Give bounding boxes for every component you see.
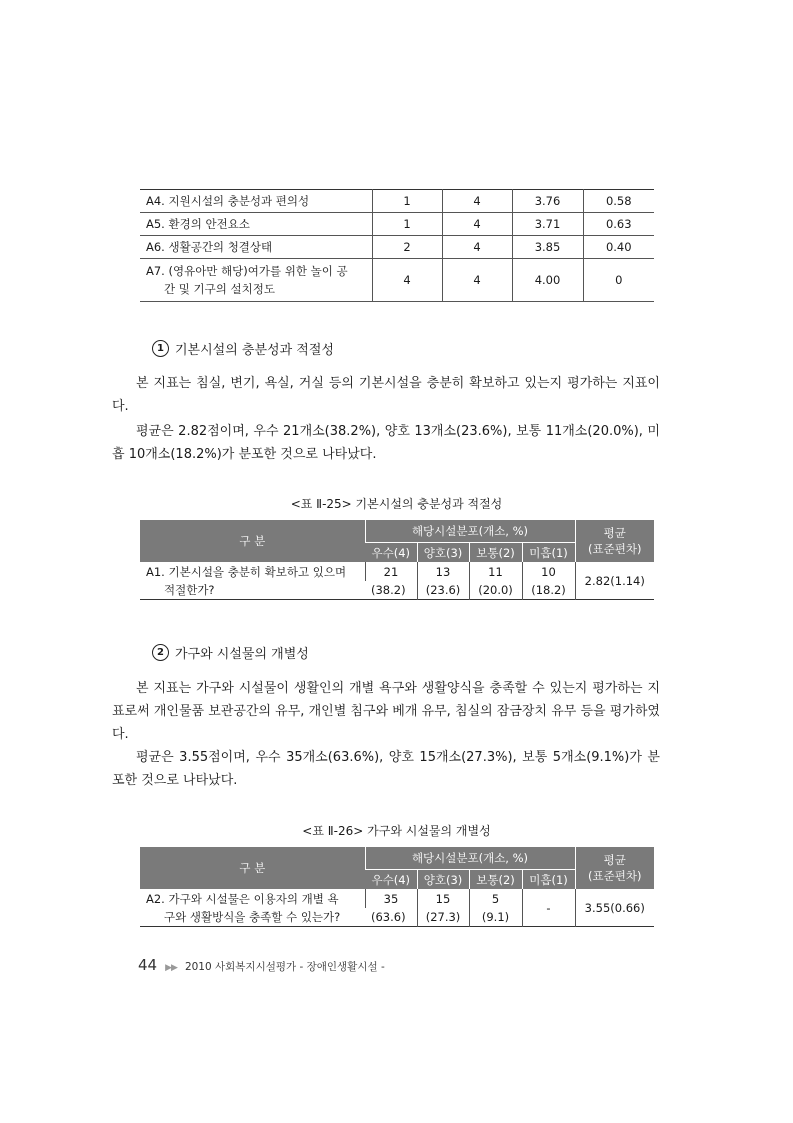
header-poor: 미흡(1): [522, 543, 575, 563]
section-title: 기본시설의 충분성과 적절성: [175, 343, 334, 358]
mean-value: 3.71: [512, 213, 583, 236]
header-average: [575, 520, 654, 562]
percent-good: (23.6): [417, 581, 469, 600]
max-value: 4: [442, 213, 512, 236]
item-label: [140, 259, 372, 302]
item-label-line1: A2. 가구와 시설물은 이용자의 개별 욕: [146, 891, 339, 906]
min-value: 4: [372, 259, 442, 302]
body-paragraph: 본 지표는 침실, 변기, 욕실, 거실 등의 기본시설을 충분히 확보하고 있는지 평가하는 지표이다.: [112, 376, 660, 414]
table-header-row: [140, 520, 654, 543]
count-poor: 10: [522, 562, 575, 581]
header-excellent: 우수(4): [365, 543, 417, 563]
max-value: 4: [442, 259, 512, 302]
count-good: 15: [417, 889, 469, 908]
count-average: 11: [469, 562, 522, 581]
header-good: 양호(3): [417, 543, 469, 563]
header-excellent: 우수(4): [365, 870, 417, 890]
sd-value: 0.63: [583, 213, 654, 236]
count-average: 5: [469, 889, 522, 908]
table-row: [140, 889, 654, 908]
header-distribution: 해당시설분포(개소, %): [365, 520, 575, 543]
footer-text: 2010 사회복지시설평가 - 장애인생활시설 -: [184, 961, 385, 973]
sd-value: 0: [583, 259, 654, 302]
min-value: 1: [372, 190, 442, 213]
header-poor: 미흡(1): [522, 870, 575, 890]
item-label: [140, 562, 365, 600]
min-value: 2: [372, 236, 442, 259]
mean-value: 3.85: [512, 236, 583, 259]
table-row: [140, 213, 654, 236]
page-footer: [138, 956, 385, 974]
count-good: 13: [417, 562, 469, 581]
header-good: 양호(3): [417, 870, 469, 890]
table-row: [140, 259, 654, 302]
sd-value: 0.40: [583, 236, 654, 259]
header-average-line2: (표준편차): [588, 542, 642, 556]
table-caption: <표 Ⅱ-25> 기본시설의 충분성과 적절성: [290, 497, 503, 511]
percent-excellent: (63.6): [371, 910, 406, 924]
body-paragraph: 평균은 3.55점이며, 우수 35개소(63.6%), 양호 15개소(27.3%), 보통 5개소(9.1%)가 분포한 것으로 나타났다.: [112, 750, 660, 788]
count-excellent: 21: [365, 562, 417, 581]
header-average: [575, 847, 654, 889]
item-label: A4. 지원시설의 충분성과 편의성: [140, 190, 372, 213]
header-distribution: 해당시설분포(개소, %): [365, 847, 575, 870]
indicator-summary-table: [140, 189, 654, 302]
average-sd: 3.55(0.66): [575, 889, 654, 927]
table-header-row: [140, 847, 654, 870]
item-label-line2: 구와 생활방식을 충족할 수 있는가?: [164, 909, 341, 924]
furniture-individuality-table: [140, 847, 654, 927]
item-label: A6. 생활공간의 청결상태: [140, 236, 372, 259]
min-value: 1: [372, 213, 442, 236]
header-average-grade: 보통(2): [469, 543, 522, 563]
item-label: A5. 환경의 안전요소: [140, 213, 372, 236]
percent-poor: (18.2): [522, 581, 575, 600]
page-number: 44: [138, 956, 158, 974]
header-gubun: 구 분: [140, 520, 365, 562]
section-heading: [152, 339, 334, 358]
body-paragraph: 본 지표는 가구와 시설물이 생활인의 개별 욕구와 생활양식을 충족할 수 있는지 평가하는 지표로써 개인물품 보관공간의 유무, 개인별 침구와 베개 유무, 침실의 잠금장치 유무 등을 평가하였다.: [112, 681, 661, 742]
header-average-line1: 평균: [603, 853, 626, 867]
sd-value: 0.58: [583, 190, 654, 213]
count-excellent: 35: [365, 889, 417, 908]
table-row: [140, 190, 654, 213]
double-arrow-icon: ▶▶: [165, 963, 177, 973]
average-sd: 2.82(1.14): [575, 562, 654, 600]
header-average-grade: 보통(2): [469, 870, 522, 890]
mean-value: 4.00: [512, 259, 583, 302]
max-value: 4: [442, 236, 512, 259]
percent-good: (27.3): [417, 908, 469, 927]
item-label-line2: 간 및 기구의 설치정도: [164, 282, 275, 296]
body-paragraph: 평균은 2.82점이며, 우수 21개소(38.2%), 양호 13개소(23.6%), 보통 11개소(20.0%), 미흡 10개소(18.2%)가 분포한 것으로 나타났다.: [112, 424, 660, 462]
item-label: [140, 889, 365, 927]
circled-number: 2: [152, 644, 169, 661]
max-value: 4: [442, 190, 512, 213]
item-label-line1: A7. (영유아만 해당)여가를 위한 놀이 공: [146, 264, 348, 278]
item-label-line2: 적절한가?: [164, 582, 215, 597]
mean-value: 3.76: [512, 190, 583, 213]
count-poor: -: [522, 889, 575, 927]
percent-average: (9.1): [469, 908, 522, 927]
table-row: [140, 236, 654, 259]
section-title: 가구와 시설물의 개별성: [175, 647, 309, 662]
facility-distribution-table: [140, 520, 654, 600]
header-average-line1: 평균: [603, 526, 626, 540]
item-label-line1: A1. 기본시설을 충분히 확보하고 있으며: [146, 564, 347, 579]
header-gubun: 구 분: [140, 847, 365, 889]
table-caption: <표 Ⅱ-26> 가구와 시설물의 개별성: [302, 824, 491, 838]
percent-excellent: (38.2): [371, 583, 406, 597]
header-average-line2: (표준편차): [588, 869, 642, 883]
table-row: [140, 562, 654, 581]
section-heading: [152, 643, 309, 662]
percent-average: (20.0): [469, 581, 522, 600]
circled-number: 1: [152, 340, 169, 357]
